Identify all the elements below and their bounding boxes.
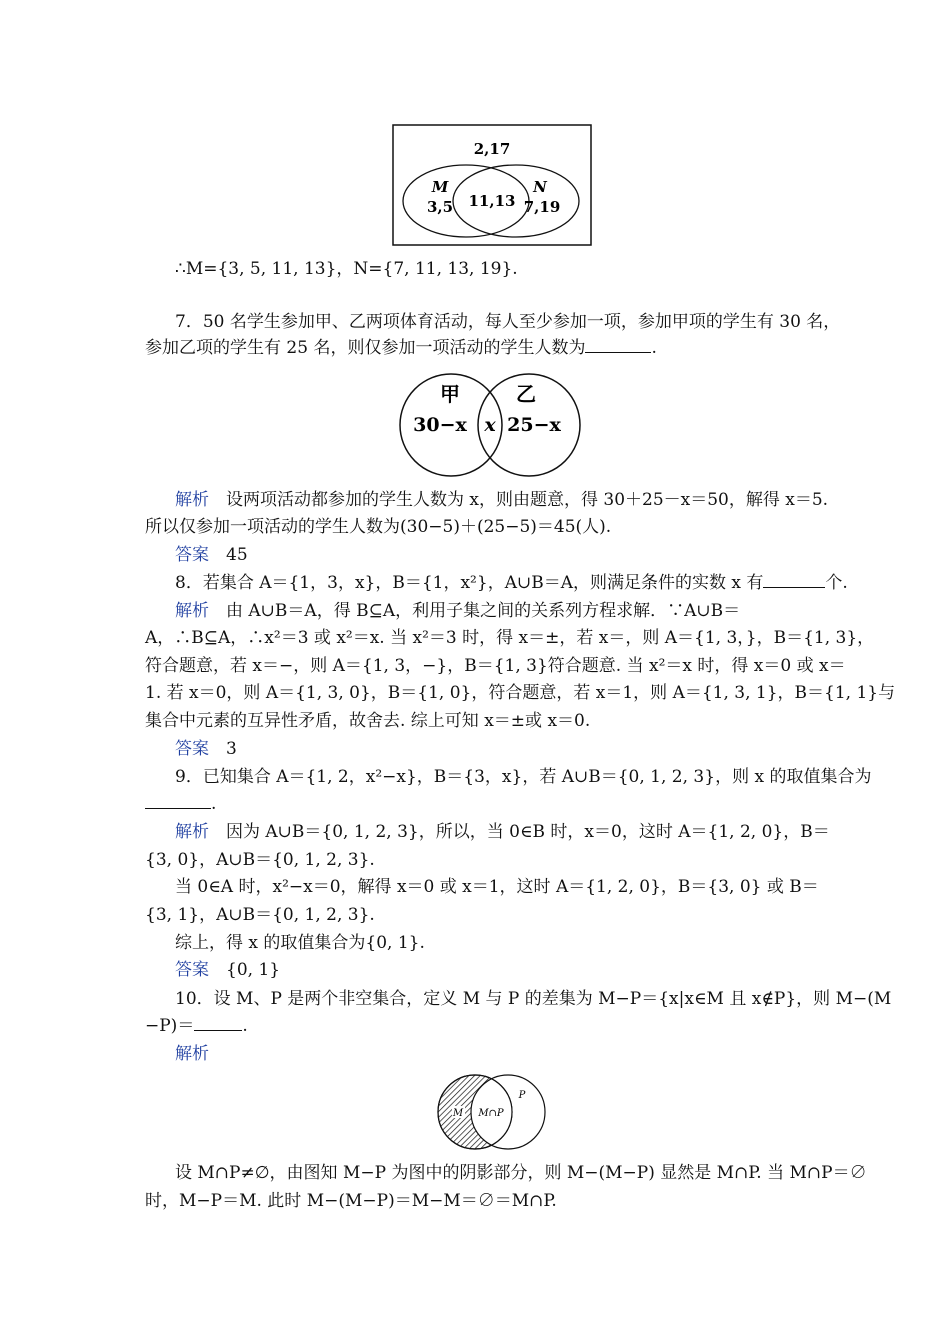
q8-answer-line <box>175 738 805 760</box>
q7-solution-line-2: 所以仅参加一项活动的学生人数为(30−5)＋(25−5)＝45(人). <box>145 517 612 537</box>
q10-line-1: 10．设 M、P 是两个非空集合，定义 M 与 P 的差集为 M−P＝{x|x∈M 且 x∉P}，则 M−(M <box>175 989 892 1009</box>
q8-solution-line-5: 集合中元素的互异性矛盾，故舍去. 综上可知 x＝±或 x＝0. <box>145 711 591 731</box>
answer-blank <box>145 794 211 809</box>
q10-solution-line-1: 设 M∩P≠∅，由图知 M−P 为图中的阴影部分，则 M−(M−P) 显然是 M∩P. 当 M∩P＝∅ <box>175 1163 867 1183</box>
q9-solution-line-5: 综上，得 x 的取值集合为{0, 1}. <box>175 933 425 953</box>
venn1-outside-label: 2,17 <box>473 140 511 158</box>
q8-line-1 <box>175 572 848 594</box>
answer-blank <box>763 573 825 588</box>
q10-line-2-text: −P)＝ <box>145 1016 195 1036</box>
venn1-m-values: 3,5 <box>426 198 454 216</box>
solution-tag: 解析 <box>175 822 209 842</box>
q7-solution-line-1 <box>175 489 829 511</box>
venn3-overlap-label: M∩P <box>478 1108 504 1119</box>
q9-line-1: 9．已知集合 A＝{1, 2，x²−x}，B＝{3，x}，若 A∪B＝{0, 1, 2, 3}，则 x 的取值集合为 <box>175 767 872 787</box>
q10-solution-tag-line <box>175 1043 805 1065</box>
q9-answer-value: {0, 1} <box>226 960 281 980</box>
q10-solution-line-2: 时，M−P＝M. 此时 M−(M−P)＝M−M＝∅＝M∩P. <box>145 1191 557 1211</box>
answer-tag: 答案 <box>175 960 209 980</box>
solution-tag: 解析 <box>175 1044 209 1064</box>
q9-solution-line-2: {3, 0}，A∪B＝{0, 1, 2, 3}. <box>145 850 375 870</box>
q9-answer-line <box>175 959 805 981</box>
q8-solution-line-2: A，∴B⊆A，∴x²＝3 或 x²＝x. 当 x²＝3 时，得 x＝±，若 x＝，则 A＝{1, 3，}，B＝{1, 3}， <box>145 628 875 648</box>
answer-blank <box>585 338 651 353</box>
solution-tag: 解析 <box>175 601 209 621</box>
venn2-right-value: 25−x <box>507 414 561 436</box>
q7-solution-text-1: 设两项活动都参加的学生人数为 x，则由题意，得 30＋25－x＝50，解得 x＝5. <box>226 490 829 510</box>
q8-line-1-text: 8．若集合 A＝{1，3，x}，B＝{1，x²}，A∪B＝A，则满足条件的实数 x 有 <box>175 573 764 593</box>
q10-line-2 <box>145 1015 805 1037</box>
answer-tag: 答案 <box>175 545 209 565</box>
q7-line-2-text: 参加乙项的学生有 25 名，则仅参加一项活动的学生人数为 <box>145 338 586 358</box>
venn-diagram-m-p-hatched <box>436 1074 548 1152</box>
q7-line-1: 7．50 名学生参加甲、乙两项体育活动，每人至少参加一项，参加甲项的学生有 30 名， <box>175 312 841 332</box>
sets-result-line: ∴M={3, 5, 11, 13}，N={7, 11, 13, 19}. <box>175 259 518 279</box>
venn2-right-label: 乙 <box>516 382 536 406</box>
venn2-left-label: 甲 <box>440 382 460 406</box>
q8-answer-value: 3 <box>226 739 237 759</box>
venn3-right-label: P <box>518 1090 526 1101</box>
q7-answer-line <box>175 544 805 566</box>
venn1-overlap-values: 11,13 <box>468 192 516 210</box>
q9-solution-line-1 <box>175 821 830 843</box>
venn1-n-label: N <box>533 178 547 196</box>
q9-solution-line-3: 当 0∈A 时，x²−x＝0，解得 x＝0 或 x＝1，这时 A＝{1, 2, 0}，B＝{3, 0} 或 B＝ <box>175 877 819 897</box>
q9-solution-line-4: {3, 1}，A∪B＝{0, 1, 2, 3}. <box>145 905 375 925</box>
q8-solution-text-1: 由 A∪B＝A，得 B⊆A，利用子集之间的关系列方程求解．∵A∪B＝ <box>226 601 741 621</box>
q8-solution-line-3: 符合题意，若 x＝−，则 A＝{1, 3，−}，B＝{1, 3}符合题意. 当 x²＝x 时，得 x＝0 或 x＝ <box>145 656 846 676</box>
q7-answer-value: 45 <box>226 545 248 565</box>
q10-line-2-end: . <box>242 1016 248 1036</box>
venn1-m-label: M <box>431 178 449 196</box>
q7-line-2: 参加乙项的学生有 25 名，则仅参加一项活动的学生人数为 . <box>145 338 657 358</box>
venn1-n-values: 7,19 <box>523 198 561 216</box>
venn2-left-value: 30−x <box>413 414 467 436</box>
answer-blank <box>194 1016 242 1031</box>
venn2-overlap-value: x <box>484 414 496 436</box>
q9-line-2 <box>145 793 805 815</box>
answer-tag: 答案 <box>175 739 209 759</box>
solution-tag: 解析 <box>175 490 209 510</box>
q9-line-2-end: . <box>211 794 217 814</box>
venn-diagram-m-n <box>392 124 592 246</box>
q8-line-1-end: 个. <box>825 573 848 593</box>
q8-solution-line-4: 1. 若 x＝0，则 A＝{1, 3, 0}，B＝{1, 0}，符合题意，若 x＝1，则 A＝{1, 3, 1}，B＝{1, 1}与 <box>145 683 896 703</box>
q8-solution-line-1 <box>175 600 805 622</box>
q9-solution-text-1: 因为 A∪B＝{0, 1, 2, 3}，所以，当 0∈B 时，x＝0，这时 A＝{1, 2, 0}，B＝ <box>226 822 830 842</box>
venn3-left-label: M <box>452 1108 464 1119</box>
venn-diagram-jia-yi <box>398 371 584 479</box>
